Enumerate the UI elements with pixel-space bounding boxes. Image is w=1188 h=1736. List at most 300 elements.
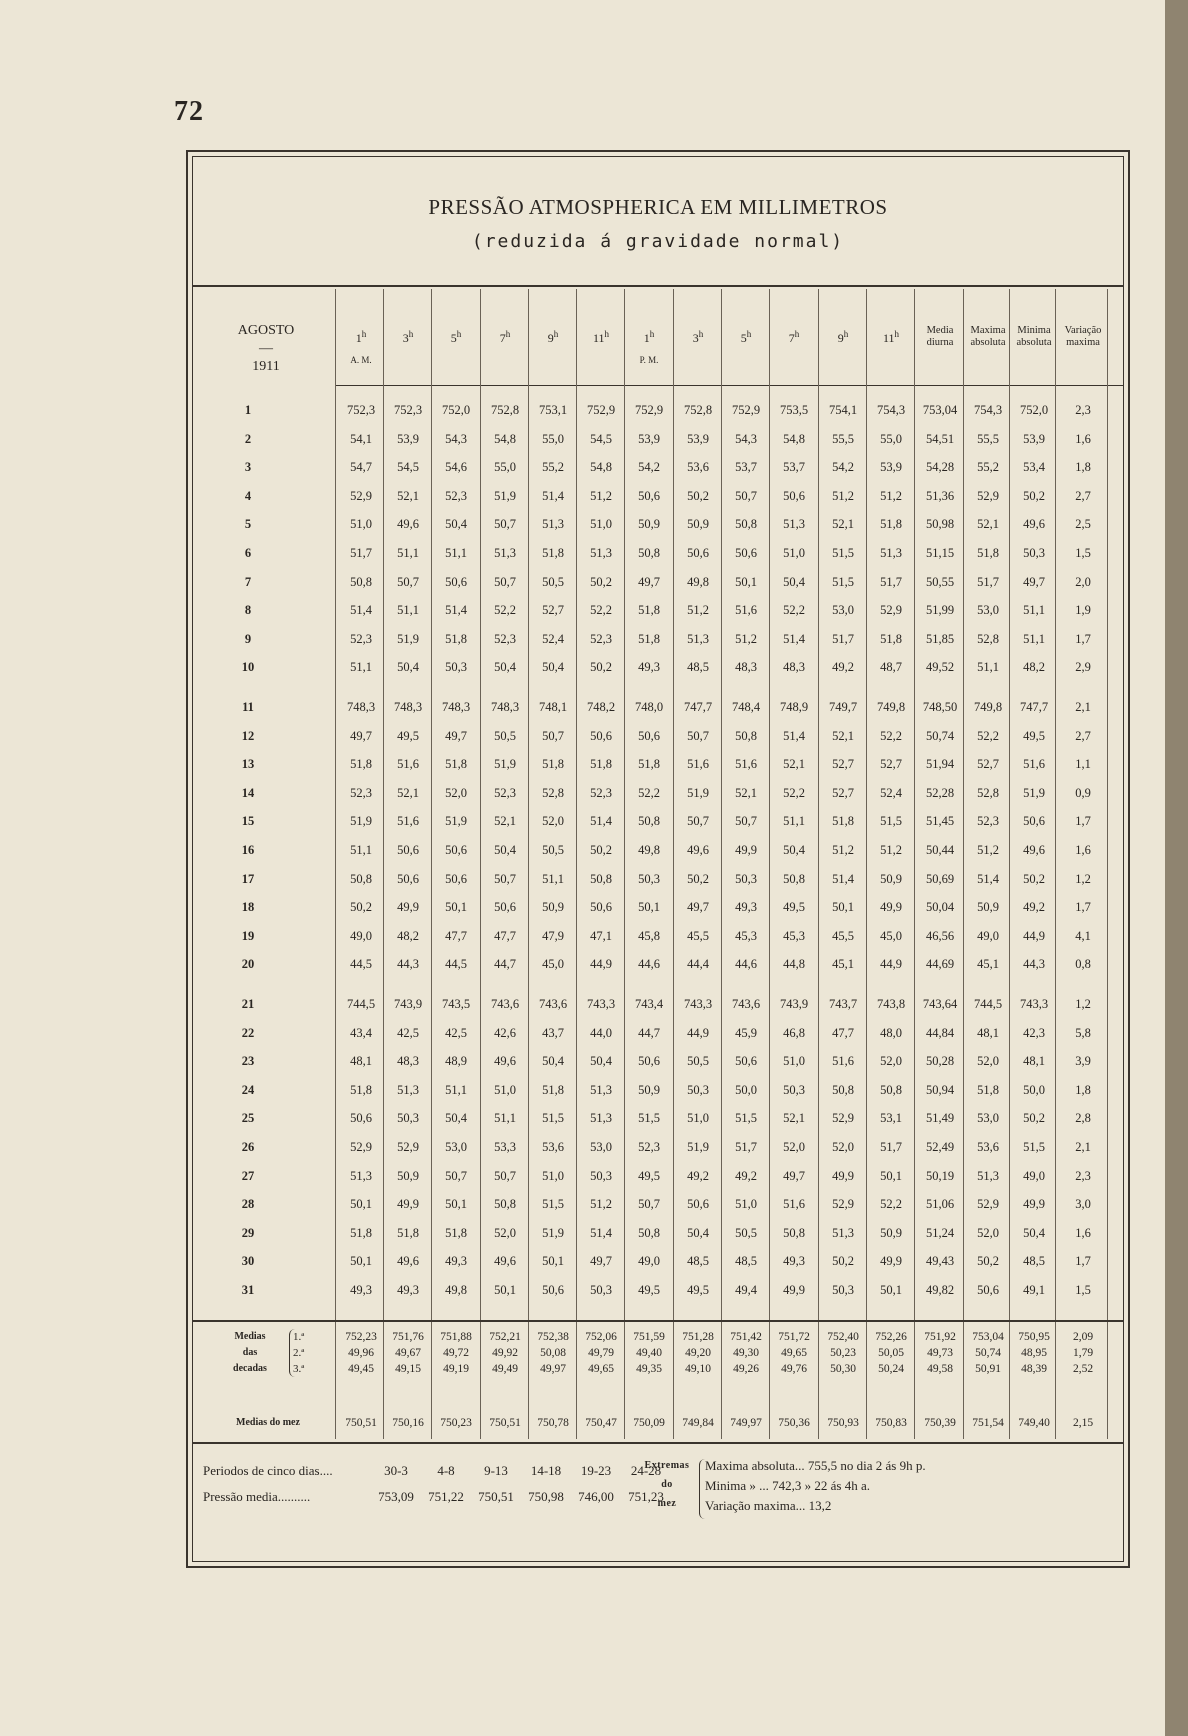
body-bottom-rule [193,1320,1123,1322]
table-row [193,991,1123,1017]
table-cell: 53,6 [977,1140,999,1154]
table-cell: 54,5 [397,460,419,475]
decade-cell: 48,95 [1021,1347,1047,1359]
table-cell: 45,0 [880,928,902,943]
table-cell: 51,1 [494,1111,516,1126]
table-cell: 1,2 [1075,871,1091,886]
decade-cell: 753,04 [972,1331,1004,1343]
table-cell: 51,2 [832,843,854,857]
table-row [193,426,1123,452]
table-cell: 753,04 [922,403,958,417]
day-number: 31 [241,1283,255,1297]
table-cell: 51,3 [880,546,902,560]
stat-header: Media diurna [926,325,954,348]
decade-cell: 751,28 [682,1331,714,1343]
table-cell: 49,9 [880,1254,902,1269]
table-cell: 52,28 [925,785,955,800]
table-cell: 52,9 [880,603,902,618]
table-cell: 53,4 [1023,460,1045,475]
table-cell: 50,6 [590,900,612,915]
table-cell: 2,7 [1075,728,1091,743]
hour-number: 1 [643,331,650,345]
table-cell: 748,3 [346,700,376,714]
table-cell: 54,6 [445,460,467,475]
table-row [193,1248,1123,1274]
table-cell: 754,3 [973,403,1003,417]
table-cell: 53,6 [542,1140,564,1154]
table-cell: 50,7 [638,1197,660,1212]
table-cell: 51,9 [542,1225,564,1240]
day-number: 29 [241,1225,255,1240]
decade-cell: 2,09 [1072,1331,1094,1343]
table-cell: 52,2 [783,785,805,800]
table-cell: 51,4 [590,1225,612,1240]
table-cell: 50,8 [880,1082,902,1097]
hour-suffix: h [649,329,655,339]
table-cell: 50,2 [832,1254,854,1269]
table-cell: 752,8 [490,403,520,417]
month-mean-cell: 749,97 [730,1417,762,1429]
table-cell: 48,5 [735,1254,757,1269]
table-cell: 52,4 [880,785,902,800]
hour-header [338,327,384,367]
day-number: 1 [244,403,252,417]
table-cell: 51,1 [977,660,999,675]
table-cell: 51,4 [590,814,612,829]
table-cell: 53,9 [638,431,660,446]
table-cell: 50,6 [735,1054,757,1069]
table-cell: 48,7 [880,660,902,675]
hour-header [626,327,672,367]
day-number: 15 [241,814,255,829]
table-cell: 50,1 [880,1168,902,1183]
table-cell: 48,3 [397,1054,419,1069]
table-cell: 50,19 [925,1168,955,1183]
table-cell: 49,5 [1023,728,1045,743]
table-cell: 50,0 [735,1082,757,1097]
table-cell: 49,3 [350,1283,372,1297]
table-cell: 51,3 [542,517,564,532]
pressure-value: 753,09 [378,1489,414,1504]
table-cell: 51,9 [1023,785,1045,800]
table-cell: 51,85 [925,631,955,646]
table-cell: 2,3 [1075,1168,1091,1183]
table-cell: 44,7 [494,957,516,972]
table-row [193,1277,1123,1303]
month-means-row [193,1415,1123,1431]
table-cell: 1,7 [1075,814,1091,829]
table-cell: 744,5 [973,997,1003,1011]
table-cell: 2,1 [1075,1140,1091,1154]
table-cell: 51,4 [350,603,372,618]
table-cell: 51,5 [542,1111,564,1126]
decade-cell: 752,06 [585,1331,617,1343]
table-cell: 748,50 [922,700,958,714]
table-cell: 752,0 [441,403,471,417]
table-cell: 50,2 [590,660,612,675]
table-cell: 51,9 [397,631,419,646]
decade-cell: 751,92 [924,1331,956,1343]
decade-cell: 50,30 [830,1363,856,1375]
table-cell: 49,5 [638,1283,660,1297]
table-cell: 50,3 [397,1111,419,1126]
table-cell: 51,24 [925,1225,955,1240]
table-cell: 50,1 [735,574,757,589]
table-cell: 51,6 [783,1197,805,1212]
table-cell: 50,8 [350,871,372,886]
table-row [193,569,1123,595]
decade-cell: 49,92 [492,1347,518,1359]
table-cell: 51,8 [350,1225,372,1240]
decade-label: decadas [233,1363,267,1374]
table-cell: 749,8 [876,700,906,714]
table-cell: 51,6 [687,757,709,772]
table-cell: 49,9 [1023,1197,1045,1212]
table-cell: 44,9 [687,1025,709,1040]
table-cell: 50,1 [350,1197,372,1212]
hour-number: 5 [450,331,457,345]
table-cell: 50,94 [925,1082,955,1097]
table-cell: 51,5 [832,546,854,560]
table-cell: 50,8 [638,814,660,829]
table-cell: 50,44 [925,843,955,857]
table-cell: 52,2 [783,603,805,618]
month-mean-cell: 750,09 [633,1417,665,1429]
table-cell: 48,2 [1023,660,1045,675]
table-cell: 743,4 [634,997,664,1011]
table-cell: 53,0 [445,1140,467,1154]
table-cell: 48,9 [445,1054,467,1069]
table-cell: 50,4 [445,1111,467,1126]
table-cell: 54,1 [350,431,372,446]
year-label: 1911 [252,359,280,374]
table-cell: 52,49 [925,1140,955,1154]
decade-cell: 49,79 [588,1347,614,1359]
table-cell: 2,8 [1075,1111,1091,1126]
table-cell: 48,0 [880,1025,902,1040]
table-cell: 748,3 [393,700,423,714]
table-cell: 44,3 [397,957,419,972]
table-cell: 752,9 [731,403,761,417]
table-cell: 48,3 [783,660,805,675]
table-cell: 50,8 [494,1197,516,1212]
table-cell: 52,8 [977,785,999,800]
day-number: 19 [241,928,255,943]
decade-row [193,1361,1123,1377]
table-cell: 4,1 [1075,928,1091,943]
table-cell: 54,3 [445,431,467,446]
table-cell: 748,0 [634,700,664,714]
table-cell: 49,3 [638,660,660,675]
decade-cell: 50,74 [975,1347,1001,1359]
table-cell: 50,1 [832,900,854,915]
table-cell: 1,5 [1075,546,1091,560]
table-cell: 2,3 [1075,403,1091,417]
table-cell: 50,2 [1023,871,1045,886]
period-value: 30-3 [384,1463,408,1478]
period-value: 9-13 [484,1463,508,1478]
table-cell: 52,0 [977,1054,999,1069]
table-cell: 1,6 [1075,843,1091,857]
table-cell: 51,5 [638,1111,660,1126]
table-cell: 42,5 [397,1025,419,1040]
table-cell: 1,9 [1075,603,1091,618]
table-cell: 49,2 [687,1168,709,1183]
table-cell: 51,3 [494,546,516,560]
table-cell: 50,8 [735,728,757,743]
day-number: 9 [244,631,252,646]
decade-cell: 2,52 [1072,1363,1094,1375]
table-cell: 51,7 [880,574,902,589]
table-cell: 0,9 [1075,785,1091,800]
decade-cell: 49,45 [348,1363,374,1375]
table-cell: 51,3 [977,1168,999,1183]
table-row [193,723,1123,749]
table-cell: 50,2 [1023,1111,1045,1126]
table-cell: 51,9 [494,488,516,503]
month-mean-cell: 749,40 [1018,1417,1050,1429]
table-cell: 45,0 [542,957,564,972]
table-cell: 52,7 [832,757,854,772]
table-cell: 48,5 [1023,1254,1045,1269]
table-cell: 49,9 [880,900,902,915]
table-cell: 743,7 [828,997,858,1011]
hour-header [675,327,721,345]
table-cell: 50,5 [542,843,564,857]
month-mean-cell: 750,47 [585,1417,617,1429]
table-cell: 50,4 [445,517,467,532]
table-cell: 51,6 [735,757,757,772]
table-cell: 51,4 [832,871,854,886]
table-cell: 752,9 [634,403,664,417]
pressure-value: 750,98 [528,1489,564,1504]
table-cell: 55,0 [494,460,516,475]
table-cell: 50,7 [494,574,516,589]
hour-header [385,327,431,345]
table-cell: 49,7 [638,574,660,589]
table-cell: 743,3 [1019,997,1049,1011]
table-cell: 50,04 [925,900,955,915]
decade-cell: 49,26 [733,1363,759,1375]
decade-cell: 752,40 [827,1331,859,1343]
hour-header [723,327,769,345]
table-cell: 49,8 [638,843,660,857]
table-cell: 48,5 [687,660,709,675]
table-cell: 55,5 [832,431,854,446]
table-cell: 50,6 [542,1283,564,1297]
hour-suffix: h [456,329,462,339]
table-cell: 44,8 [783,957,805,972]
table-cell: 51,3 [687,631,709,646]
table-cell: 49,9 [397,1197,419,1212]
decade-cell: 49,67 [395,1347,421,1359]
table-cell: 50,3 [590,1168,612,1183]
table-cell: 52,7 [977,757,999,772]
table-cell: 51,0 [350,517,372,532]
decade-number: 1.ª [293,1331,305,1343]
day-number: 4 [244,488,252,503]
table-cell: 54,8 [494,431,516,446]
decade-cell: 751,88 [440,1331,472,1343]
table-cell: 50,2 [590,843,612,857]
table-cell: 50,6 [638,1054,660,1069]
table-cell: 50,6 [735,546,757,560]
table-cell: 51,8 [445,757,467,772]
day-number: 24 [241,1082,255,1097]
table-cell: 51,2 [590,488,612,503]
table-cell: 45,8 [638,928,660,943]
table-cell: 50,6 [350,1111,372,1126]
table-cell: 50,7 [494,1168,516,1183]
table-row [193,837,1123,863]
decade-cell: 49,96 [348,1347,374,1359]
table-cell: 52,9 [977,488,999,503]
day-number: 30 [241,1254,255,1269]
table-cell: 51,9 [687,785,709,800]
table-cell: 51,4 [542,488,564,503]
month-label: AGOSTO [237,323,295,338]
table-cell: 44,9 [880,957,902,972]
table-cell: 1,7 [1075,631,1091,646]
table-cell: 52,1 [735,785,757,800]
table-cell: 54,2 [638,460,660,475]
table-cell: 49,2 [735,1168,757,1183]
table-cell: 52,3 [350,785,372,800]
table-cell: 50,8 [783,871,805,886]
table-cell: 50,2 [590,574,612,589]
table-cell: 52,2 [880,1197,902,1212]
table-cell: 49,2 [1023,900,1045,915]
pressure-value: 750,51 [478,1489,514,1504]
table-cell: 5,8 [1075,1025,1091,1040]
table-cell: 51,1 [445,546,467,560]
table-cell: 50,4 [494,843,516,857]
table-cell: 49,9 [735,843,757,857]
table-cell: 44,6 [735,957,757,972]
table-cell: 50,2 [1023,488,1045,503]
table-cell: 49,7 [687,900,709,915]
table-cell: 51,6 [1023,757,1045,772]
table-cell: 50,1 [445,1197,467,1212]
table-cell: 48,1 [977,1025,999,1040]
table-cell: 50,6 [783,488,805,503]
table-cell: 51,2 [880,488,902,503]
table-cell: 51,3 [350,1168,372,1183]
table-cell: 50,6 [687,1197,709,1212]
table-cell: 52,1 [977,517,999,532]
table-cell: 51,8 [977,546,999,560]
table-cell: 51,0 [783,1054,805,1069]
table-cell: 51,7 [977,574,999,589]
period-label: A. M. [350,355,372,365]
day-number: 16 [241,843,255,857]
hour-number: 3 [692,331,699,345]
table-cell: 50,6 [445,871,467,886]
table-inner [192,156,1124,1562]
table-cell: 51,4 [783,728,805,743]
table-cell: 52,3 [590,785,612,800]
table-cell: 0,8 [1075,957,1091,972]
table-cell: 49,5 [397,728,419,743]
day-number: 26 [241,1140,255,1154]
table-cell: 52,3 [977,814,999,829]
table-cell: 52,1 [783,757,805,772]
day-number: 12 [241,728,255,743]
table-cell: 50,6 [397,843,419,857]
decade-cell: 751,76 [392,1331,424,1343]
table-cell: 50,6 [590,728,612,743]
pressure-value: 751,23 [628,1489,664,1504]
month-mean-cell: 750,39 [924,1417,956,1429]
decade-cell: 1,79 [1072,1347,1094,1359]
decade-cell: 49,20 [685,1347,711,1359]
table-row [193,780,1123,806]
table-cell: 748,3 [490,700,520,714]
decade-cell: 751,42 [730,1331,762,1343]
table-cell: 51,8 [638,603,660,618]
stat-header: Maxima absoluta [970,325,1006,348]
table-cell: 52,3 [445,488,467,503]
table-cell: 51,7 [832,631,854,646]
table-cell: 52,9 [397,1140,419,1154]
decade-cell: 49,72 [443,1347,469,1359]
table-cell: 51,8 [542,546,564,560]
table-cell: 752,3 [346,403,376,417]
table-cell: 47,1 [590,928,612,943]
table-cell: 748,1 [538,700,568,714]
table-cell: 50,98 [925,517,955,532]
summary-bottom-rule [193,1442,1123,1444]
table-frame [186,150,1130,1568]
table-cell: 52,7 [880,757,902,772]
table-row [193,454,1123,480]
table-cell: 50,8 [638,1225,660,1240]
table-cell: 50,2 [350,900,372,915]
table-cell: 51,8 [542,1082,564,1097]
table-cell: 51,8 [542,757,564,772]
table-cell: 49,1 [1023,1283,1045,1297]
decade-cell: 50,08 [540,1347,566,1359]
table-cell: 51,9 [350,814,372,829]
month-mean-cell: 751,54 [972,1417,1004,1429]
decade-cell: 49,58 [927,1363,953,1375]
table-cell: 49,8 [687,574,709,589]
table-cell: 52,8 [977,631,999,646]
table-cell: 44,9 [590,957,612,972]
table-cell: 50,4 [542,1054,564,1069]
table-cell: 49,6 [494,1054,516,1069]
table-cell: 52,9 [832,1111,854,1126]
hour-suffix: h [408,329,414,339]
table-cell: 50,7 [445,1168,467,1183]
decade-cell: 49,76 [781,1363,807,1375]
hour-number: 9 [837,331,844,345]
table-cell: 49,5 [638,1168,660,1183]
title-divider [193,285,1123,287]
table-cell: 51,8 [397,1225,419,1240]
table-cell: 50,4 [494,660,516,675]
table-cell: 50,8 [350,574,372,589]
page-edge [1165,0,1188,1736]
page-subtitle: (reduzida á gravidade normal) [471,231,845,252]
table-cell: 50,1 [638,900,660,915]
table-cell: 1,1 [1075,757,1091,772]
table-cell: 50,6 [1023,814,1045,829]
table-cell: 49,7 [590,1254,612,1269]
table-cell: 44,84 [925,1025,955,1040]
table-cell: 50,28 [925,1054,955,1069]
table-cell: 1,6 [1075,431,1091,446]
